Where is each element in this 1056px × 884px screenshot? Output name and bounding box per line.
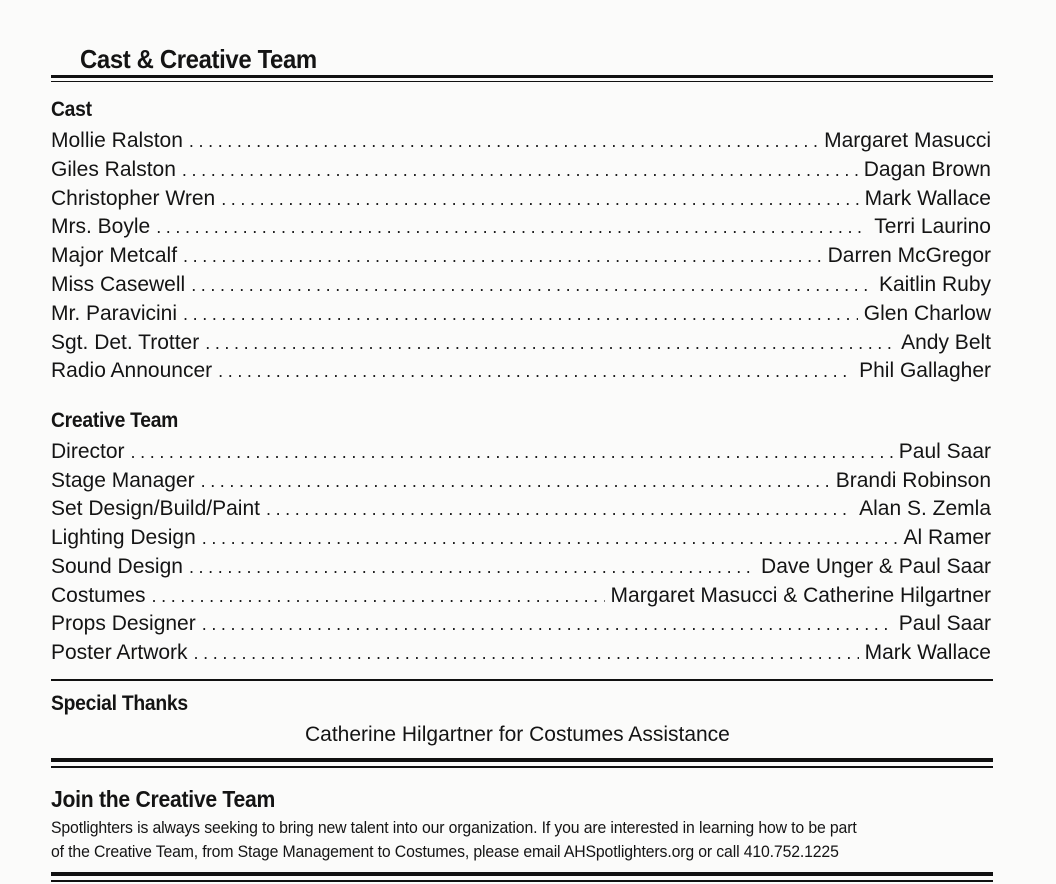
- cast-role: Miss Casewell: [51, 273, 186, 296]
- dot-leader: [218, 357, 853, 386]
- cast-name: Terri Laurino: [874, 215, 991, 239]
- dot-leader: [266, 495, 853, 524]
- creative-team-name: Mark Wallace: [864, 640, 991, 664]
- creative-team-entry: [51, 437, 991, 466]
- creative-team-entry: [51, 466, 991, 495]
- join-rule-thin: [51, 766, 993, 768]
- creative-team-entry: [51, 581, 991, 610]
- join-text-line-2: of the Creative Team, from Stage Management to Costumes, please email AHSpotlighters.org or call 410.752.1225: [51, 842, 839, 861]
- creative-team-name: Dave Unger & Paul Saar: [761, 554, 991, 578]
- cast-role: Mr. Paravicini: [51, 301, 178, 325]
- cast-name: Mark Wallace: [864, 186, 991, 210]
- creative-team-entry: [51, 523, 991, 552]
- join-text-line-1: Spotlighters is always seeking to bring new talent into our organization. If you are interested in learning how to be part: [51, 818, 857, 837]
- dot-leader: [182, 156, 858, 185]
- dot-leader: [183, 242, 822, 271]
- cast-name: Andy Belt: [901, 330, 991, 354]
- cast-entry: [51, 299, 991, 328]
- dot-leader: [205, 329, 895, 358]
- creative-team-entry: [51, 494, 991, 523]
- special-thanks-text: Catherine Hilgartner for Costumes Assistance: [305, 723, 730, 746]
- cast-heading: Cast: [51, 98, 92, 121]
- creative-team-role: Stage Manager: [51, 468, 195, 492]
- cast-name: Kaitlin Ruby: [878, 273, 991, 296]
- dot-leader: [221, 185, 858, 214]
- dot-leader: [201, 467, 830, 496]
- special-thanks-rule: [51, 679, 993, 681]
- cast-entry: [51, 126, 991, 155]
- creative-team-role: Director: [51, 440, 125, 463]
- creative-team-role: Sound Design: [51, 554, 183, 578]
- dot-leader: [131, 438, 893, 467]
- join-rule-thick: [51, 758, 993, 762]
- creative-team-name: Brandi Robinson: [835, 468, 991, 492]
- cast-entry: [51, 155, 991, 184]
- cast-role: Major Metcalf: [51, 244, 178, 268]
- cast-entry: [51, 184, 991, 213]
- creative-team-name: Margaret Masucci & Catherine Hilgartner: [610, 583, 991, 607]
- cast-entry: [51, 270, 991, 299]
- dot-leader: [183, 300, 858, 329]
- creative-team-role: Costumes: [51, 583, 146, 607]
- cast-role: Sgt. Det. Trotter: [51, 330, 200, 354]
- cast-entry: [51, 328, 991, 357]
- dot-leader: [194, 639, 859, 668]
- dot-leader: [189, 553, 755, 582]
- creative-team-role: Set Design/Build/Paint: [51, 497, 260, 521]
- dot-leader: [202, 524, 898, 553]
- creative-team-entry: [51, 552, 991, 581]
- creative-team-role: Props Designer: [51, 612, 196, 636]
- creative-team-entry: [51, 638, 991, 667]
- creative-team-name: Al Ramer: [903, 526, 991, 550]
- dot-leader: [156, 213, 868, 242]
- creative-team-name: Paul Saar: [898, 612, 991, 636]
- page-title: Cast & Creative Team: [80, 44, 317, 74]
- special-thanks-heading: Special Thanks: [51, 692, 188, 715]
- title-rule-thin: [51, 81, 993, 82]
- join-body: [51, 816, 996, 864]
- cast-entry: [51, 356, 991, 385]
- cast-role: Radio Announcer: [51, 359, 213, 383]
- cast-name: Margaret Masucci: [824, 129, 991, 152]
- dot-leader: [189, 127, 818, 156]
- cast-name: Darren McGregor: [827, 244, 991, 268]
- creative-team-name: Paul Saar: [898, 440, 991, 463]
- creative-team-role: Lighting Design: [51, 526, 196, 550]
- cast-name: Phil Gallagher: [859, 359, 991, 383]
- title-rule-thick: [51, 75, 993, 78]
- cast-role: Mollie Ralston: [51, 129, 183, 152]
- creative-team-role: Poster Artwork: [51, 640, 188, 664]
- creative-team-heading: Creative Team: [51, 409, 179, 432]
- bottom-rule-thin: [51, 880, 993, 882]
- creative-team-entry: [51, 609, 991, 638]
- cast-name: Dagan Brown: [863, 157, 991, 181]
- cast-entry: [51, 241, 991, 270]
- cast-entry: [51, 212, 991, 241]
- cast-name: Glen Charlow: [863, 301, 991, 325]
- creative-team-name: Alan S. Zemla: [859, 497, 991, 521]
- dot-leader: [191, 271, 873, 300]
- bottom-rule-thick: [51, 872, 993, 876]
- cast-role: Mrs. Boyle: [51, 215, 151, 239]
- dot-leader: [152, 582, 605, 611]
- join-heading: Join the Creative Team: [51, 786, 276, 812]
- cast-role: Giles Ralston: [51, 157, 176, 181]
- dot-leader: [202, 610, 893, 639]
- cast-role: Christopher Wren: [51, 186, 216, 210]
